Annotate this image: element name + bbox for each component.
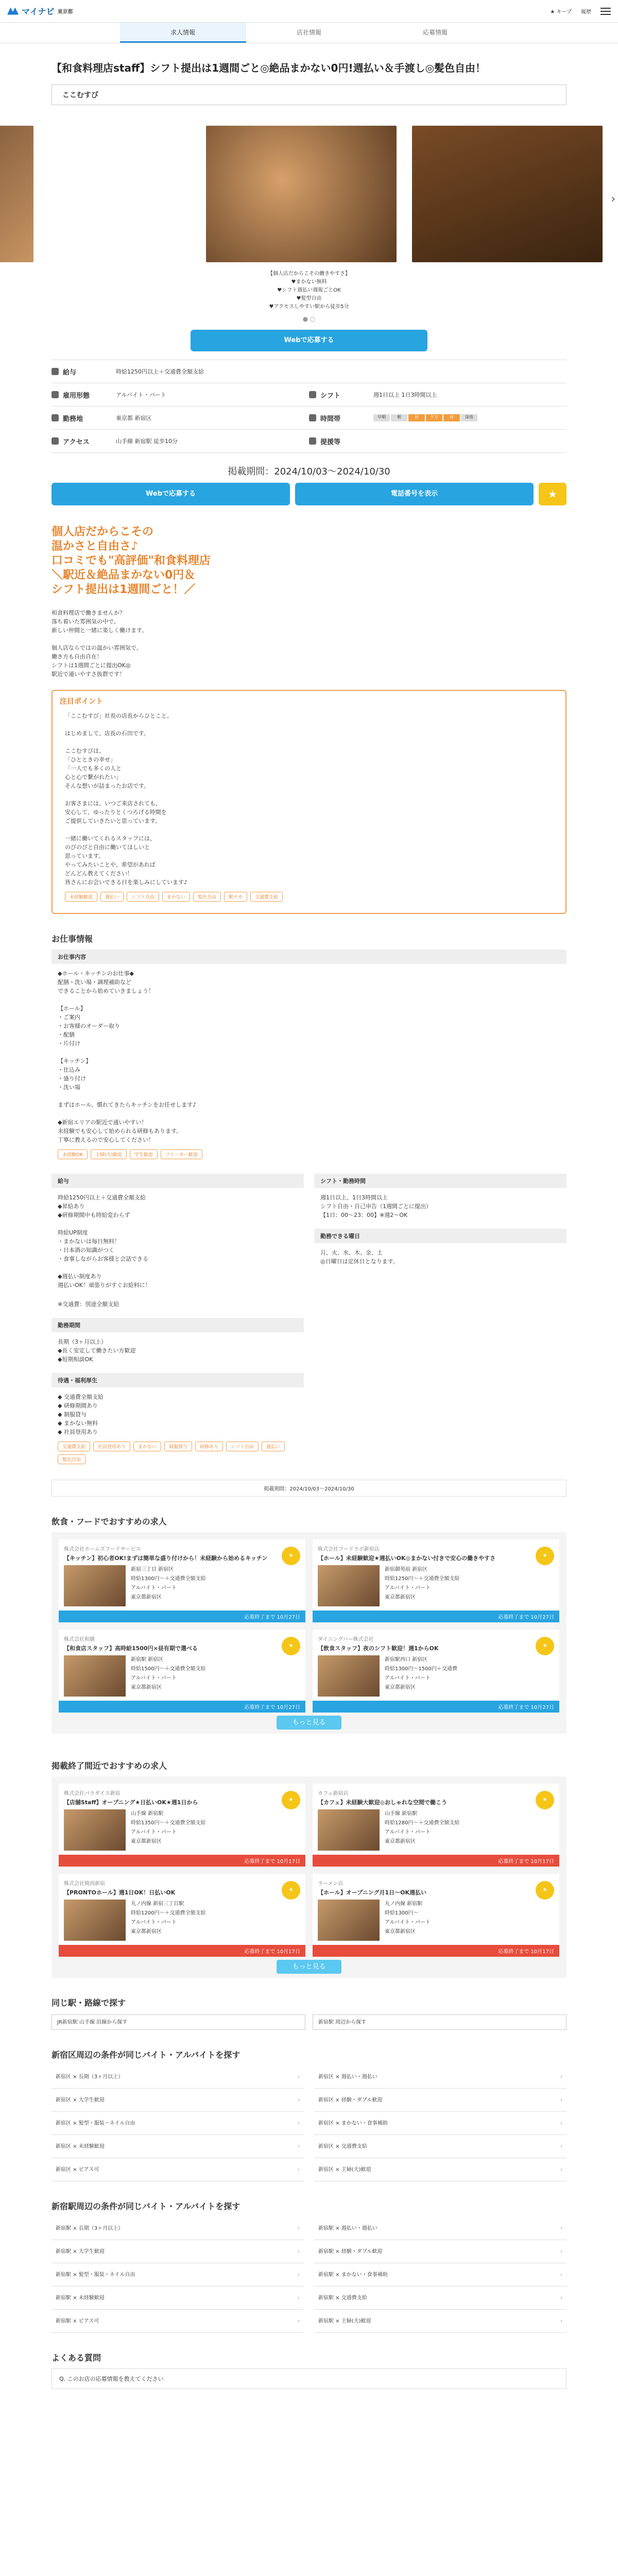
card-title: 【店舗Staff】オープニング★日払いOK★週1日から <box>64 1799 198 1806</box>
card-deadline: 応募終了まで 10月27日 <box>313 1611 559 1622</box>
tag: フリーター歓迎 <box>161 1149 202 1159</box>
condition-link[interactable]: 新宿区 × 髪型・服装・ネイル自由 › <box>52 2112 304 2135</box>
card-station: 新宿三丁目 新宿区 <box>131 1567 174 1572</box>
keep-button[interactable]: ★ キープ <box>550 9 572 15</box>
cond2-links <box>52 2217 566 2333</box>
card-title: 【飲食スタッフ】夜のシフト歓迎！週1からOK <box>318 1645 439 1652</box>
catch-copy: 個人店だからこその 温かさと自由さ♪ 口コミでも"高評価"和食料理店 ＼駅近＆絶品まかない0円＆ シフト提出は1週間ごと！／ <box>52 526 211 596</box>
card-deadline: 応募終了まで 10月27日 <box>313 1701 559 1713</box>
line-select[interactable]: JR新宿駅 山手線 沿線から探す <box>52 2014 305 2030</box>
condition-link[interactable]: 新宿区 × 交通費支給 › <box>314 2135 566 2158</box>
welfare-tags <box>52 1442 304 1464</box>
person-icon <box>52 391 59 398</box>
photo-gallery[interactable] <box>52 126 615 265</box>
card-company: 株式会社焼肉新宿 <box>64 1881 105 1887</box>
point-text: 「ここむすび」社長の店長からひとこと。 はじめまして、店長の石田です。 ここむすびは、 「ひとときの幸せ」 「一人でも多くの人と 心と心で繋がれたい」 そんな想いが詰まったお店です。 お客さまには、いつご来店されても、 安心して、ゆったりとくつろげる時間を ご提供していきたいと思っています。 一緒に働いてくれるスタッフには、 のびのびと自由に働いてほしいと 思っています。 やってみたいことや、希望があれば どんどん教えてください！ 皆さんにお会いできる日を楽しみにしています♪ <box>65 713 188 886</box>
job-title: 【和食料理店staff】シフト提出は1週間ごと◎絶品まかない0円!週払い＆手渡し◎髪色自由！ <box>52 62 486 74</box>
clock-icon <box>309 414 316 421</box>
card-title: 【ホール】オープニング月1日〜OK週払い <box>318 1889 426 1896</box>
card-station: 新宿駅西口 新宿区 <box>385 1657 428 1663</box>
card-photo <box>64 1655 126 1697</box>
card-deadline: 応募終了まで 10月27日 <box>59 1611 305 1622</box>
save-star-icon[interactable]: ★ <box>282 1547 300 1565</box>
card-company: 株式会社パラダイス新宿 <box>64 1791 121 1797</box>
job-card[interactable] <box>59 1784 305 1867</box>
tag: 週払い <box>262 1442 285 1451</box>
pay-head: 給与 <box>52 1174 304 1188</box>
card-station: 丸ノ内線 新宿駅 <box>385 1901 423 1907</box>
days-text: 月、火、水、木、金、土 ◎日曜日は定休日となります。 <box>320 1249 399 1265</box>
card-type: アルバイト・パート <box>385 1920 431 1925</box>
tag: 主婦(夫)歓迎 <box>91 1149 127 1159</box>
gallery-photo-2 <box>206 126 397 262</box>
condition-link[interactable]: 新宿区 × 長期（3ヶ月以上） › <box>52 2065 304 2089</box>
condition-link[interactable]: 新宿区 × 大学生歓迎 › <box>52 2089 304 2112</box>
card-type: アルバイト・パート <box>131 1675 177 1681</box>
logo-mark-icon <box>7 8 19 15</box>
card-photo <box>318 1809 380 1851</box>
condition-link[interactable]: 新宿区 × 経験・ダブル歓迎 › <box>314 2089 566 2112</box>
card-photo <box>318 1565 380 1606</box>
point-tags <box>53 887 565 907</box>
hire-text: 長期（3ヶ月以上） ◆長く安定して働きたい方歓迎 ◆短期相談OK <box>58 1338 136 1363</box>
job-card[interactable] <box>313 1630 559 1713</box>
gallery-photo-1 <box>0 126 33 262</box>
time-label: 時間帯 <box>320 415 341 423</box>
apply-web-button-2[interactable]: Webで応募する <box>52 483 290 505</box>
shift-row <box>309 383 566 406</box>
cond1-title: 新宿区周辺の条件が同じバイト・アルバイトを探す <box>52 2050 241 2060</box>
condition-link[interactable]: 新宿駅 × 未経験歓迎 › <box>52 2286 304 2310</box>
brand-name: マイナビ <box>22 7 55 16</box>
yen-icon <box>52 368 59 375</box>
point-box <box>52 690 566 914</box>
rec2-title: 掲載終了間近でおすすめの求人 <box>52 1761 167 1771</box>
condition-link[interactable]: 新宿区 × 未経験歓迎 › <box>52 2135 304 2158</box>
condition-link[interactable]: 新宿駅 × 経験・ダブル歓迎 › <box>314 2240 566 2263</box>
logo[interactable] <box>7 5 73 17</box>
card-company: 株式会社和膳 <box>64 1637 95 1642</box>
card-deadline: 応募終了まで 10月17日 <box>313 1855 559 1867</box>
pay-label: 給与 <box>63 368 77 377</box>
condition-link[interactable]: 新宿区 × ピアス可 › <box>52 2158 304 2181</box>
card-place: 東京都新宿区 <box>385 1929 416 1935</box>
save-star-icon[interactable]: ★ <box>536 1547 554 1565</box>
card-deadline: 応募終了まで 10月17日 <box>59 1945 305 1957</box>
gallery-photo-3 <box>412 126 603 262</box>
card-company: カフェ新宿店 <box>318 1791 349 1797</box>
tag: まかない <box>162 892 190 902</box>
card-pay: 時給1250円〜＋交通費全額支給 <box>385 1576 460 1582</box>
condition-link[interactable]: 新宿駅 × 週払い・週払い › <box>314 2217 566 2240</box>
condition-link[interactable]: 新宿駅 × ピアス可 › <box>52 2310 304 2333</box>
next-arrow-icon[interactable]: › <box>611 193 615 206</box>
show-phone-button[interactable]: 電話番号を表示 <box>295 483 534 505</box>
condition-link[interactable]: 新宿駅 × 髪型・服装・ネイル自由 › <box>52 2263 304 2286</box>
card-place: 東京都新宿区 <box>131 1929 162 1935</box>
card-pay: 時給1500円〜＋交通費全額支給 <box>131 1666 206 1672</box>
shift-label: シフト <box>320 392 341 400</box>
card-pay: 時給1280円〜＋交通費全額支給 <box>385 1820 460 1826</box>
job-text: ◆ホール・キッチンのお仕事◆ 配膳・洗い場・調理補助など できることから始めていきましょう！ 【ホール】 ・ご案内 ・お客様のオーダー取り ・配膳 ・片付け 【キッチン】 ・仕込み ・盛り付け ・洗い場 まずはホール、慣れてきたらキッチンをお任せします♪ ◆新宿エリアの駅近で通いやすい！ 未経験でも安心して始められる研修もあります。 丁寧に教えるので安心してください！ <box>58 970 197 1143</box>
condition-link[interactable]: 新宿駅 × 交通費支給 › <box>314 2286 566 2310</box>
time-slot: 夕方 <box>426 414 442 421</box>
tag: 駅チカ <box>224 892 247 902</box>
station-select[interactable]: 新宿駅 周辺から探す <box>313 2014 566 2030</box>
shift-text: 週1日以上、1日3時間以上 シフト自由・自己申告（1週間ごとに提出） 【1日：00〜23：00】※週2〜OK <box>320 1194 432 1218</box>
days-head: 勤務できる曜日 <box>314 1229 566 1243</box>
tag: 交通費支給 <box>250 892 283 902</box>
card-type: アルバイト・パート <box>385 1585 431 1591</box>
train-icon <box>52 437 59 445</box>
card-place: 東京都新宿区 <box>131 1839 162 1844</box>
condition-link[interactable]: 新宿駅 × 長期（3ヶ月以上） › <box>52 2217 304 2240</box>
building-icon <box>52 414 59 421</box>
more-label[interactable]: もっと見る <box>277 1716 341 1730</box>
tag: 髪色自由 <box>193 892 221 902</box>
cond2-title: 新宿駅周辺の条件が同じバイト・アルバイトを探す <box>52 2201 241 2211</box>
pay-section <box>52 1170 304 1464</box>
pay-row <box>52 360 309 383</box>
job-card[interactable] <box>59 1874 305 1957</box>
point-title: 注目ポイント <box>60 698 103 706</box>
rec2-list <box>52 1776 566 1978</box>
tag: 未経験OK <box>58 1149 88 1159</box>
job-tags <box>52 1149 566 1159</box>
tab-company-info[interactable]: 店社情報 <box>296 29 321 36</box>
card-photo <box>318 1655 380 1697</box>
card-type: アルバイト・パート <box>131 1920 177 1925</box>
card-pay: 時給1350円〜＋交通費全額支給 <box>131 1820 206 1826</box>
time-slots <box>373 414 477 421</box>
tag: 週払い <box>100 892 124 902</box>
access-value: 山手線 新宿駅 徒歩10分 <box>116 438 178 445</box>
save-star-icon[interactable]: ★ <box>536 1881 554 1900</box>
access-row <box>52 430 309 453</box>
type-row <box>52 383 309 406</box>
save-star-icon[interactable]: ★ <box>536 1791 554 1809</box>
condition-link[interactable]: 新宿区 × 週払い・週払い › <box>314 2065 566 2089</box>
line-title: 同じ駅・路線で探す <box>52 1998 126 2008</box>
condition-link[interactable]: 新宿区 × 主婦(夫)歓迎 › <box>314 2158 566 2181</box>
save-star-icon[interactable]: ★ <box>282 1881 300 1900</box>
time-slot: 早朝 <box>373 414 390 421</box>
job-card[interactable] <box>59 1630 305 1713</box>
tag: 学生歓迎 <box>130 1149 158 1159</box>
card-pay: 時給1300円〜 <box>385 1910 419 1916</box>
card-title: 【キッチン】初心者OK!まずは簡単な盛り付けから！未経験から始めるキッチン <box>64 1555 268 1562</box>
card-photo <box>64 1900 126 1941</box>
tag: 制服貸与 <box>164 1442 192 1451</box>
card-type: アルバイト・パート <box>131 1829 177 1835</box>
detail-columns <box>52 1170 566 1464</box>
keep-star-icon[interactable]: ★ <box>539 483 566 505</box>
tab-bar <box>0 23 618 43</box>
type-label: 雇用形態 <box>63 392 90 400</box>
card-company: 株式会社フードラボ新宿店 <box>318 1547 380 1552</box>
tag: まかない <box>133 1442 161 1451</box>
welfare-head: 待遇・福利厚生 <box>52 1373 304 1387</box>
time-slot: 朝 <box>391 414 407 421</box>
photo-caption: 【個人店だからこその働きやすさ】 ♥まかない無料 ♥シフト週払い週報ごとOK ♥髪型自由 ♥アクセスしやすい駅から徒歩5分 <box>268 271 350 310</box>
intro-text: 和食料理店で働きませんか？ 落ち着いた雰囲気の中で、 新しい仲間と一緒に楽しく働けます。 個人店ならではの温かい雰囲気で、 働き方も自由自在！ シフトは1週間ごとに提出OK◎ 駅近で通いやすさ抜群です！ <box>52 609 148 677</box>
benefit-label: 提援等 <box>320 438 341 446</box>
card-title: 【カフェ】未経験大歓迎◎おしゃれな空間で働こう <box>318 1799 448 1806</box>
shift-value: 週1日以上 1日3時間以上 <box>373 392 437 398</box>
tab-apply-info[interactable]: 応募情報 <box>422 29 448 36</box>
condition-link[interactable]: 新宿駅 × まかない・食事補助 › <box>314 2263 566 2286</box>
pay-note: ※交通費：別途全額支給 <box>58 1301 119 1308</box>
condition-link[interactable]: 新宿駅 × 大学生歓迎 › <box>52 2240 304 2263</box>
card-pay: 時給1300円〜＋交通費全額支給 <box>131 1576 206 1582</box>
card-station: 新宿駅 新宿区 <box>131 1657 164 1663</box>
card-company: 株式会社ホームズフードサービス <box>64 1547 141 1552</box>
carousel-dots[interactable]: ● ○ <box>302 315 316 323</box>
card-station: 新宿御苑前 新宿区 <box>385 1567 428 1572</box>
card-pay: 時給1200円〜＋交通費全額支給 <box>131 1910 206 1916</box>
card-place: 東京都新宿区 <box>131 1685 162 1690</box>
tag: シフト自由 <box>226 1442 259 1451</box>
tag: 髪色自由 <box>58 1454 85 1464</box>
card-title: 【ホール】未経験歓迎★週払いOK◎まかない付きで安心の働きやすさ <box>318 1555 496 1562</box>
tag: 交通費支給 <box>58 1442 90 1451</box>
history-button[interactable]: 履歴 <box>581 9 591 15</box>
card-station: 山手線 新宿駅 <box>385 1811 418 1817</box>
card-deadline: 応募終了まで 10月17日 <box>313 1945 559 1957</box>
card-station: 山手線 新宿駅 <box>131 1811 164 1817</box>
faq-title: よくある質問 <box>52 2353 101 2363</box>
gift-icon <box>309 437 316 445</box>
card-type: アルバイト・パート <box>131 1585 177 1591</box>
pay-text: 時給1250円以上＋交通費全額支給 ◆昇給あり ◆研修期間中も時給変わらず 時給UP制度 ・まかないは毎日無料！ ・日本酒の知識がつく ・食事しながらお客様と会話できる ◆週払い制度あり 週払いOK！頑張りがすぐお給料に！ <box>58 1194 151 1289</box>
more-link[interactable] <box>59 1961 559 1971</box>
more-label[interactable]: もっと見る <box>277 1960 341 1974</box>
card-photo <box>318 1900 380 1941</box>
place-value: 東京都 新宿区 <box>116 415 152 421</box>
place-row <box>52 406 309 430</box>
time-slot: 深夜 <box>461 414 477 421</box>
cond1-links <box>52 2065 566 2181</box>
time-slot: 夜 <box>443 414 460 421</box>
card-type: アルバイト・パート <box>385 1675 431 1681</box>
job-summary <box>52 360 566 453</box>
rec1-list <box>52 1532 566 1734</box>
posting-period: 掲載期間：2024/10/03〜2024/10/30 <box>228 466 390 477</box>
place-label: 勤務地 <box>63 415 83 423</box>
card-type: アルバイト・パート <box>385 1829 431 1835</box>
card-company: ダイニングバー株式会社 <box>318 1637 374 1642</box>
tab-job-info[interactable]: 求人情報 <box>120 23 246 43</box>
access-label: アクセス <box>63 438 90 446</box>
card-place: 東京都新宿区 <box>385 1595 416 1600</box>
empty-cell <box>309 360 566 383</box>
tag: 研修あり <box>195 1442 223 1451</box>
action-buttons <box>52 483 566 505</box>
shift-section <box>314 1170 566 1464</box>
save-star-icon[interactable]: ★ <box>282 1791 300 1809</box>
type-value: アルバイト・パート <box>116 392 166 398</box>
card-company: ラーメン店 <box>318 1881 344 1887</box>
job-card[interactable] <box>313 1784 559 1867</box>
faq-item[interactable]: Q. このお店の応募情報を教えてください <box>52 2368 566 2389</box>
tag: 社員登用あり <box>93 1442 130 1451</box>
save-star-icon[interactable]: ★ <box>282 1637 300 1655</box>
area-label: 東京都 <box>57 9 73 15</box>
more-link[interactable] <box>59 1717 559 1726</box>
shift-head: シフト・勤務時間 <box>314 1174 566 1188</box>
card-title: 【PRONTOホール】週1日OK！日払いOK <box>64 1889 176 1896</box>
job-head: お仕事内容 <box>52 950 566 964</box>
card-place: 東京都新宿区 <box>385 1839 416 1844</box>
calendar-icon <box>309 391 316 398</box>
keep-label: キープ <box>556 9 572 15</box>
card-deadline: 応募終了まで 10月27日 <box>59 1701 305 1713</box>
tag: シフト自由 <box>127 892 159 902</box>
welfare-text: ◆ 交通費全額支給 ◆ 研修期間あり ◆ 制服貸与 ◆ まかない無料 ◆ 社員登用あり <box>58 1394 104 1435</box>
card-station: 丸ノ内線 新宿三丁目駅 <box>131 1901 184 1907</box>
job-section <box>52 950 566 1159</box>
rec1-title: 飲食・フードでおすすめの求人 <box>52 1517 167 1527</box>
card-pay: 時給1300円〜1500円＋交通費 <box>385 1666 457 1672</box>
benefit-row <box>309 430 566 453</box>
card-photo <box>64 1809 126 1851</box>
time-row <box>309 406 566 430</box>
line-selects <box>52 2014 566 2030</box>
posted-date: 掲載期間：2024/10/03〜2024/10/30 <box>52 1480 566 1497</box>
card-title: 【和食店スタッフ】高時給1500円×昼有期で選べる <box>64 1645 198 1652</box>
tag: 未経験歓迎 <box>65 892 97 902</box>
condition-link[interactable]: 新宿区 × まかない・食事補助 › <box>314 2112 566 2135</box>
time-slot: 昼 <box>408 414 425 421</box>
card-photo <box>64 1565 126 1606</box>
condition-link[interactable]: 新宿駅 × 主婦(夫)歓迎 › <box>314 2310 566 2333</box>
work-info-title: お仕事情報 <box>52 934 93 944</box>
card-place: 東京都新宿区 <box>131 1595 162 1600</box>
shop-name: ここむすび <box>52 84 566 105</box>
save-star-icon[interactable]: ★ <box>536 1637 554 1655</box>
menu-icon[interactable] <box>600 8 611 15</box>
job-card[interactable] <box>313 1539 559 1622</box>
apply-web-button[interactable]: Webで応募する <box>191 330 427 351</box>
job-card[interactable] <box>313 1874 559 1957</box>
hire-head: 勤務期間 <box>52 1318 304 1332</box>
card-deadline: 応募終了まで 10月17日 <box>59 1855 305 1867</box>
card-place: 東京都新宿区 <box>385 1685 416 1690</box>
job-card[interactable] <box>59 1539 305 1622</box>
header <box>0 0 618 23</box>
pay-value: 時給1250円以上＋交通費全額支給 <box>116 368 204 375</box>
